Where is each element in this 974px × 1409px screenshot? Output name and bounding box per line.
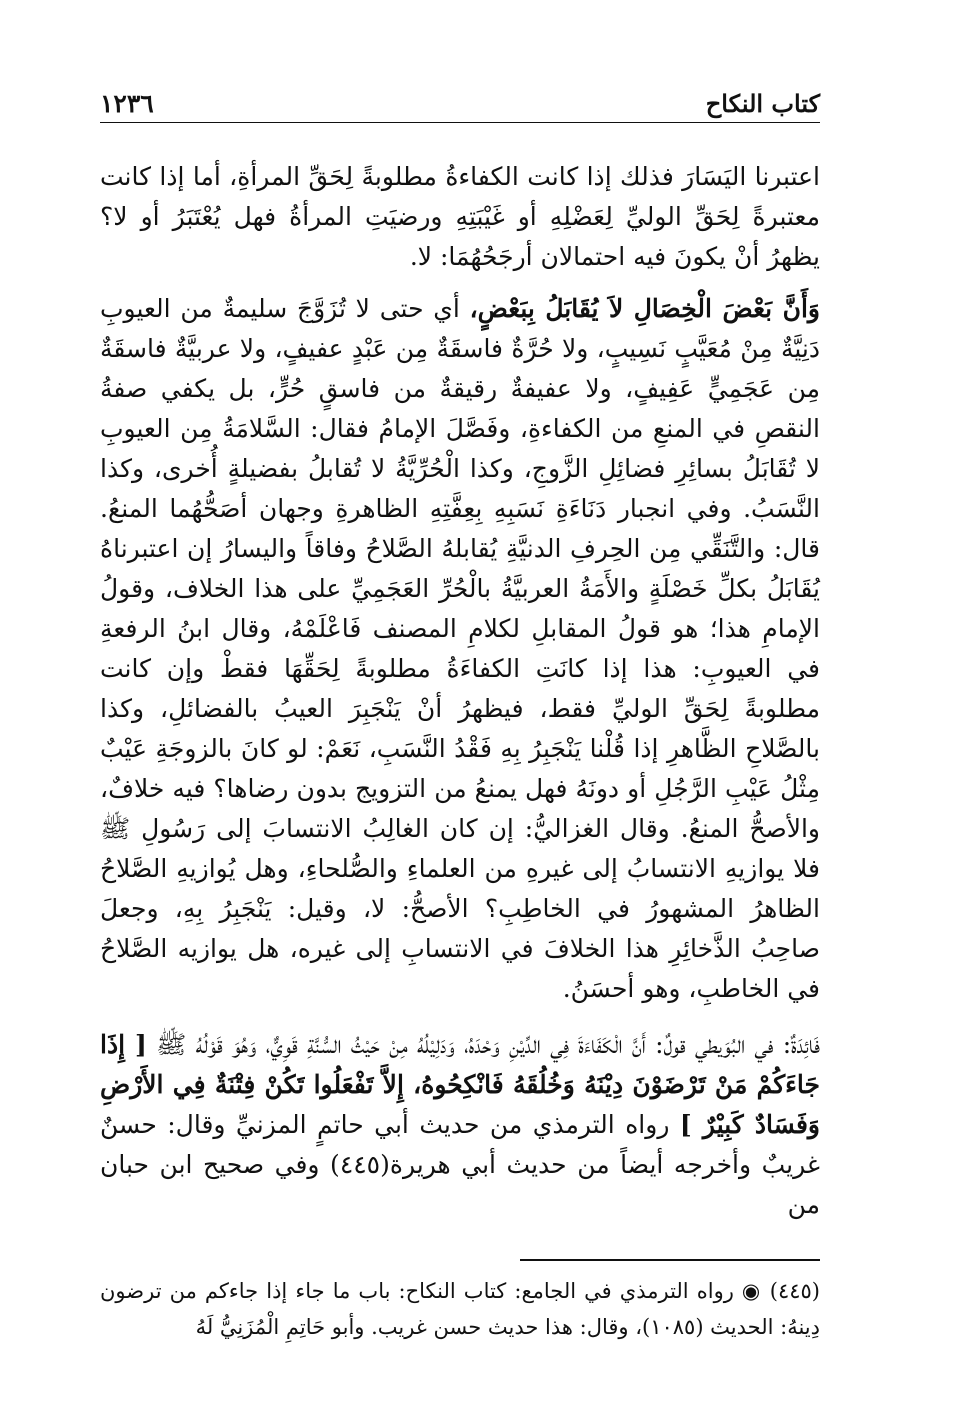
footnote-445: (٤٤٥) ◉ رواه الترمذي في الجامع: كتاب النكاح: باب ما جاء إذا جاءكم من ترضون دِينهُ: الحديث (١٠٨٥)، وقال: هذا حديث حسن غريب. وأبو حَاتِمِ الْمُزَنِيُّ لَهُ bbox=[100, 1278, 820, 1339]
chapter-title: كتاب النكاح bbox=[705, 89, 820, 118]
paragraph-3-ending: رواه الترمذي من حديث أبي حاتمٍ المزنيِّ وقال: حسنٌ غريبٌ وأخرجه أيضاً من حديث أبي هريرة(٤٤٥) وفي صحيح ابن حبان من bbox=[100, 1110, 820, 1219]
paragraph-3 bbox=[100, 1025, 820, 1225]
page bbox=[100, 80, 820, 1380]
footnotes bbox=[100, 1273, 820, 1345]
paragraph-2-body: أي حتى لا تُزَوَّجَ سليمةٌ من العيوبِ دَنِيَّةٌ مِنْ مُعَيَّبٍ نَسِيبٍ، ولا حُرَّةٌ فاسقَةٌ مِن عَبْدٍ عفيفٍ، ولا عربيَّةٌ فاسقَةٌ مِن عَجَمِيٍّ عَفِيفٍ، ولا عفيفةٌ رقيقةٌ من فاسقٍ حُرٍّ، بل يكفي صفةُ النقصِ في المنعِ من الكفاءةِ، وفَصَّلَ الإمامُ فقال: السَّلامَةُ مِن العيوبِ لا تُقَابَلُ بسائِرِ فضائِلِ الزَّوجِ، وكذا الْحُرِّيَّةُ لا تُقابلُ بفضيلةٍ أُخرى، وكذا النَّسَبُ. وفي انجبار دَنَاءَةِ نَسَبِهِ بِعِفَّتِهِ الظاهرةِ وجهان أصَحُّهُما المنعُ. قال: والتَّنَقِّي مِن الحِرفِ الدنيَّةِ يُقابلهُ الصَّلاحُ وفاقاً واليسارُ إن اعتبرناهُ يُقَابَلُ بكلِّ خَصْلَةٍ والأَمَةُ العربيَّةُ بالْحُرِّ العَجَمِيِّ على هذا الخلاف، وقولُ الإمامِ هذا؛ هو قولُ المقابلِ لكلامِ المصنف فَاعْلَمْهُ، وقال ابنُ الرفعةِ في العيوبِ: هذا إذا كانَتِ الكفاءَةُ مطلوبةً لِحَقِّهَا فقطْ وإن كانت مطلوبةً لِحَقِّ الوليِّ فقط، فيظهرُ أنْ يَنْجَبِرَ العيبُ بالفضائلِ، وكذا بالصَّلاحِ الظَّاهرِ إذا قُلْنا يَنْجَبِرُ بِهِ فَقْدُ النَّسَبِ، نَعَمْ: لو كانَ بالزوجَةِ عَيْبٌ مِثْلُ عَيْبِ الرَّجُلِ أو دونَهُ فهل يمنعُ من التزويج بدون رضاها؟ فيه خلافٌ، والأصحُّ المنعُ. وقال الغزاليُّ: إن كان الغالِبُ الانتسابَ إلى رَسُولِ ﷺ فلا يوازيهِ الانتسابُ إلى غيرهِ من العلماءِ والصُّلحاءِ، وهل يُوازيهِ الصَّلاحُ الظاهرُ المشهورُ في الخاطِبِ؟ الأصحُّ: لا، وقيل: يَنْجَبِرُ بِهِ، وجعلَ صاحِبُ الذَّخائِرِ هذا الخلافَ في الانتسابِ إلى غيره، هل يوازيه الصَّلاحُ في الخاطبِ، وهو أحسَنُ. bbox=[100, 294, 820, 1003]
paragraph-1: اعتبرنا اليَسَارَ فذلك إذا كانت الكفاءةُ مطلوبةً لِحَقِّ المرأةِ، أما إذا كانت معتبرةً لِحَقِّ الوليِّ لِعَضْلِهِ أو غَيْبَتِهِ ورضيَتِ المرأةُ فهل يُعْتَبَرُ أو لا؟ يظهرُ أنْ يكونَ فيه احتمالان أرجَحُهُمَا: لا. bbox=[100, 162, 820, 271]
page-header bbox=[100, 80, 820, 123]
paragraph-3-intro: فَائِدَةٌ: في البُوَيطي قولٌ: أَنَّ الْكَفَاءَةَ فِي الدِّيْنِ وَحْدَهُ، وَدَلِيْلُهُ مِنْ حَيْثُ السُّنَّةِ قَوِيٌّ، وَهُوَ قَوْلُهُ ﷺ bbox=[146, 1030, 821, 1059]
main-text bbox=[100, 157, 820, 1225]
paragraph-2 bbox=[100, 289, 820, 1009]
footnote-separator bbox=[520, 1259, 820, 1261]
page-number: ١٢٣٦ bbox=[100, 89, 154, 118]
paragraph-2-lead: وَأَنَّ بَعْضَ الْخِصَالِ لاَ يُقَابَلُ بِبَعْضٍ، bbox=[469, 294, 820, 323]
hadith-quote: [ إِذَا جَاءَكُمْ مَنْ تَرْضَوْنَ دِيْنَهُ وَخُلُقَهُ فَانْكِحُوهُ، إِلاَّ تَفْعَلُوا تَكُنْ فِتْنَةٌ فِي الأَرْضِ وَفَسَادٌ كَبِيْرٌ ] bbox=[100, 1030, 820, 1139]
